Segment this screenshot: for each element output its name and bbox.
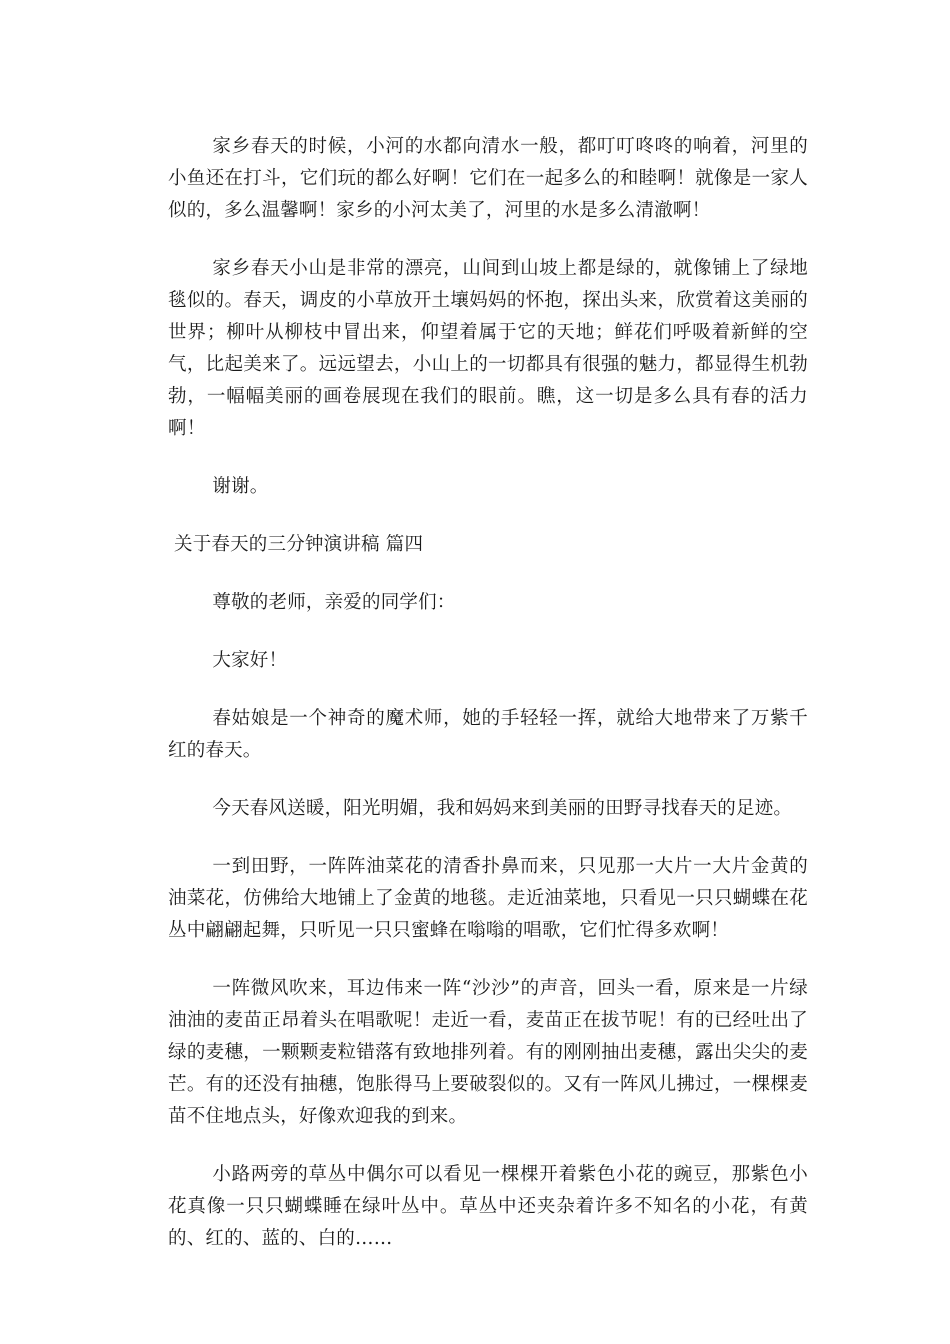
paragraph-magician: 春姑娘是一个神奇的魔术师，她的手轻轻一挥，就给大地带来了万紫千红的春天。 bbox=[168, 708, 808, 761]
section-heading: 关于春天的三分钟演讲稿 篇四 bbox=[174, 534, 424, 555]
paragraph-field-trip: 今天春风送暖，阳光明媚，我和妈妈来到美丽的田野寻找春天的足迹。 bbox=[212, 798, 793, 819]
paragraph-hello: 大家好！ bbox=[212, 650, 288, 671]
paragraph-thanks: 谢谢。 bbox=[212, 476, 269, 497]
paragraph-rapeseed: 一到田野，一阵阵油菜花的清香扑鼻而来，只见那一大片一大片金黄的油菜花，仿佛给大地铺上了金黄的地毯。走近油菜地，只看见一只只蝴蝶在花丛中翩翩起舞，只听见一只只蜜蜂在嗡嗡的唱歌，它们忙得多欢啊！ bbox=[168, 856, 808, 941]
paragraph-river: 家乡春天的时候，小河的水都向清水一般，都叮叮咚咚的响着，河里的小鱼还在打斗，它们玩的都么好啊！它们在一起多么的和睦啊！就像是一家人似的，多么温馨啊！家乡的小河太美了，河里的水是多么清澈啊！ bbox=[168, 136, 808, 221]
paragraph-roadside-flowers: 小路两旁的草丛中偶尔可以看见一棵棵开着紫色小花的豌豆，那紫色小花真像一只只蝴蝶睡在绿叶丛中。草丛中还夹杂着许多不知名的小花，有黄的、红的、蓝的、白的…… bbox=[168, 1164, 808, 1249]
paragraph-hill: 家乡春天小山是非常的漂亮，山间到山坡上都是绿的，就像铺上了绿地毯似的。春天，调皮的小草放开土壤妈妈的怀抱，探出头来，欣赏着这美丽的世界；柳叶从柳枝中冒出来，仰望着属于它的天地；鲜花们呼吸着新鲜的空气，比起美来了。远远望去，小山上的一切都具有很强的魅力，都显得生机勃勃，一幅幅美丽的画卷展现在我们的眼前。瞧，这一切是多么具有春的活力啊！ bbox=[168, 258, 808, 439]
paragraph-greeting: 尊敬的老师，亲爱的同学们： bbox=[212, 592, 456, 613]
document-body bbox=[168, 131, 808, 1281]
paragraph-wheat: 一阵微风吹来，耳边伟来一阵“沙沙”的声音，回头一看，原来是一片绿油油的麦苗正昂着头在唱歌呢！走近一看，麦苗正在拔节呢！有的已经吐出了绿的麦穗，一颗颗麦粒错落有致地排列着。有的刚刚抽出麦穗，露出尖尖的麦芒。有的还没有抽穗，饱胀得马上要破裂似的。又有一阵风儿拂过，一棵棵麦苗不住地点头，好像欢迎我的到来。 bbox=[168, 978, 808, 1127]
